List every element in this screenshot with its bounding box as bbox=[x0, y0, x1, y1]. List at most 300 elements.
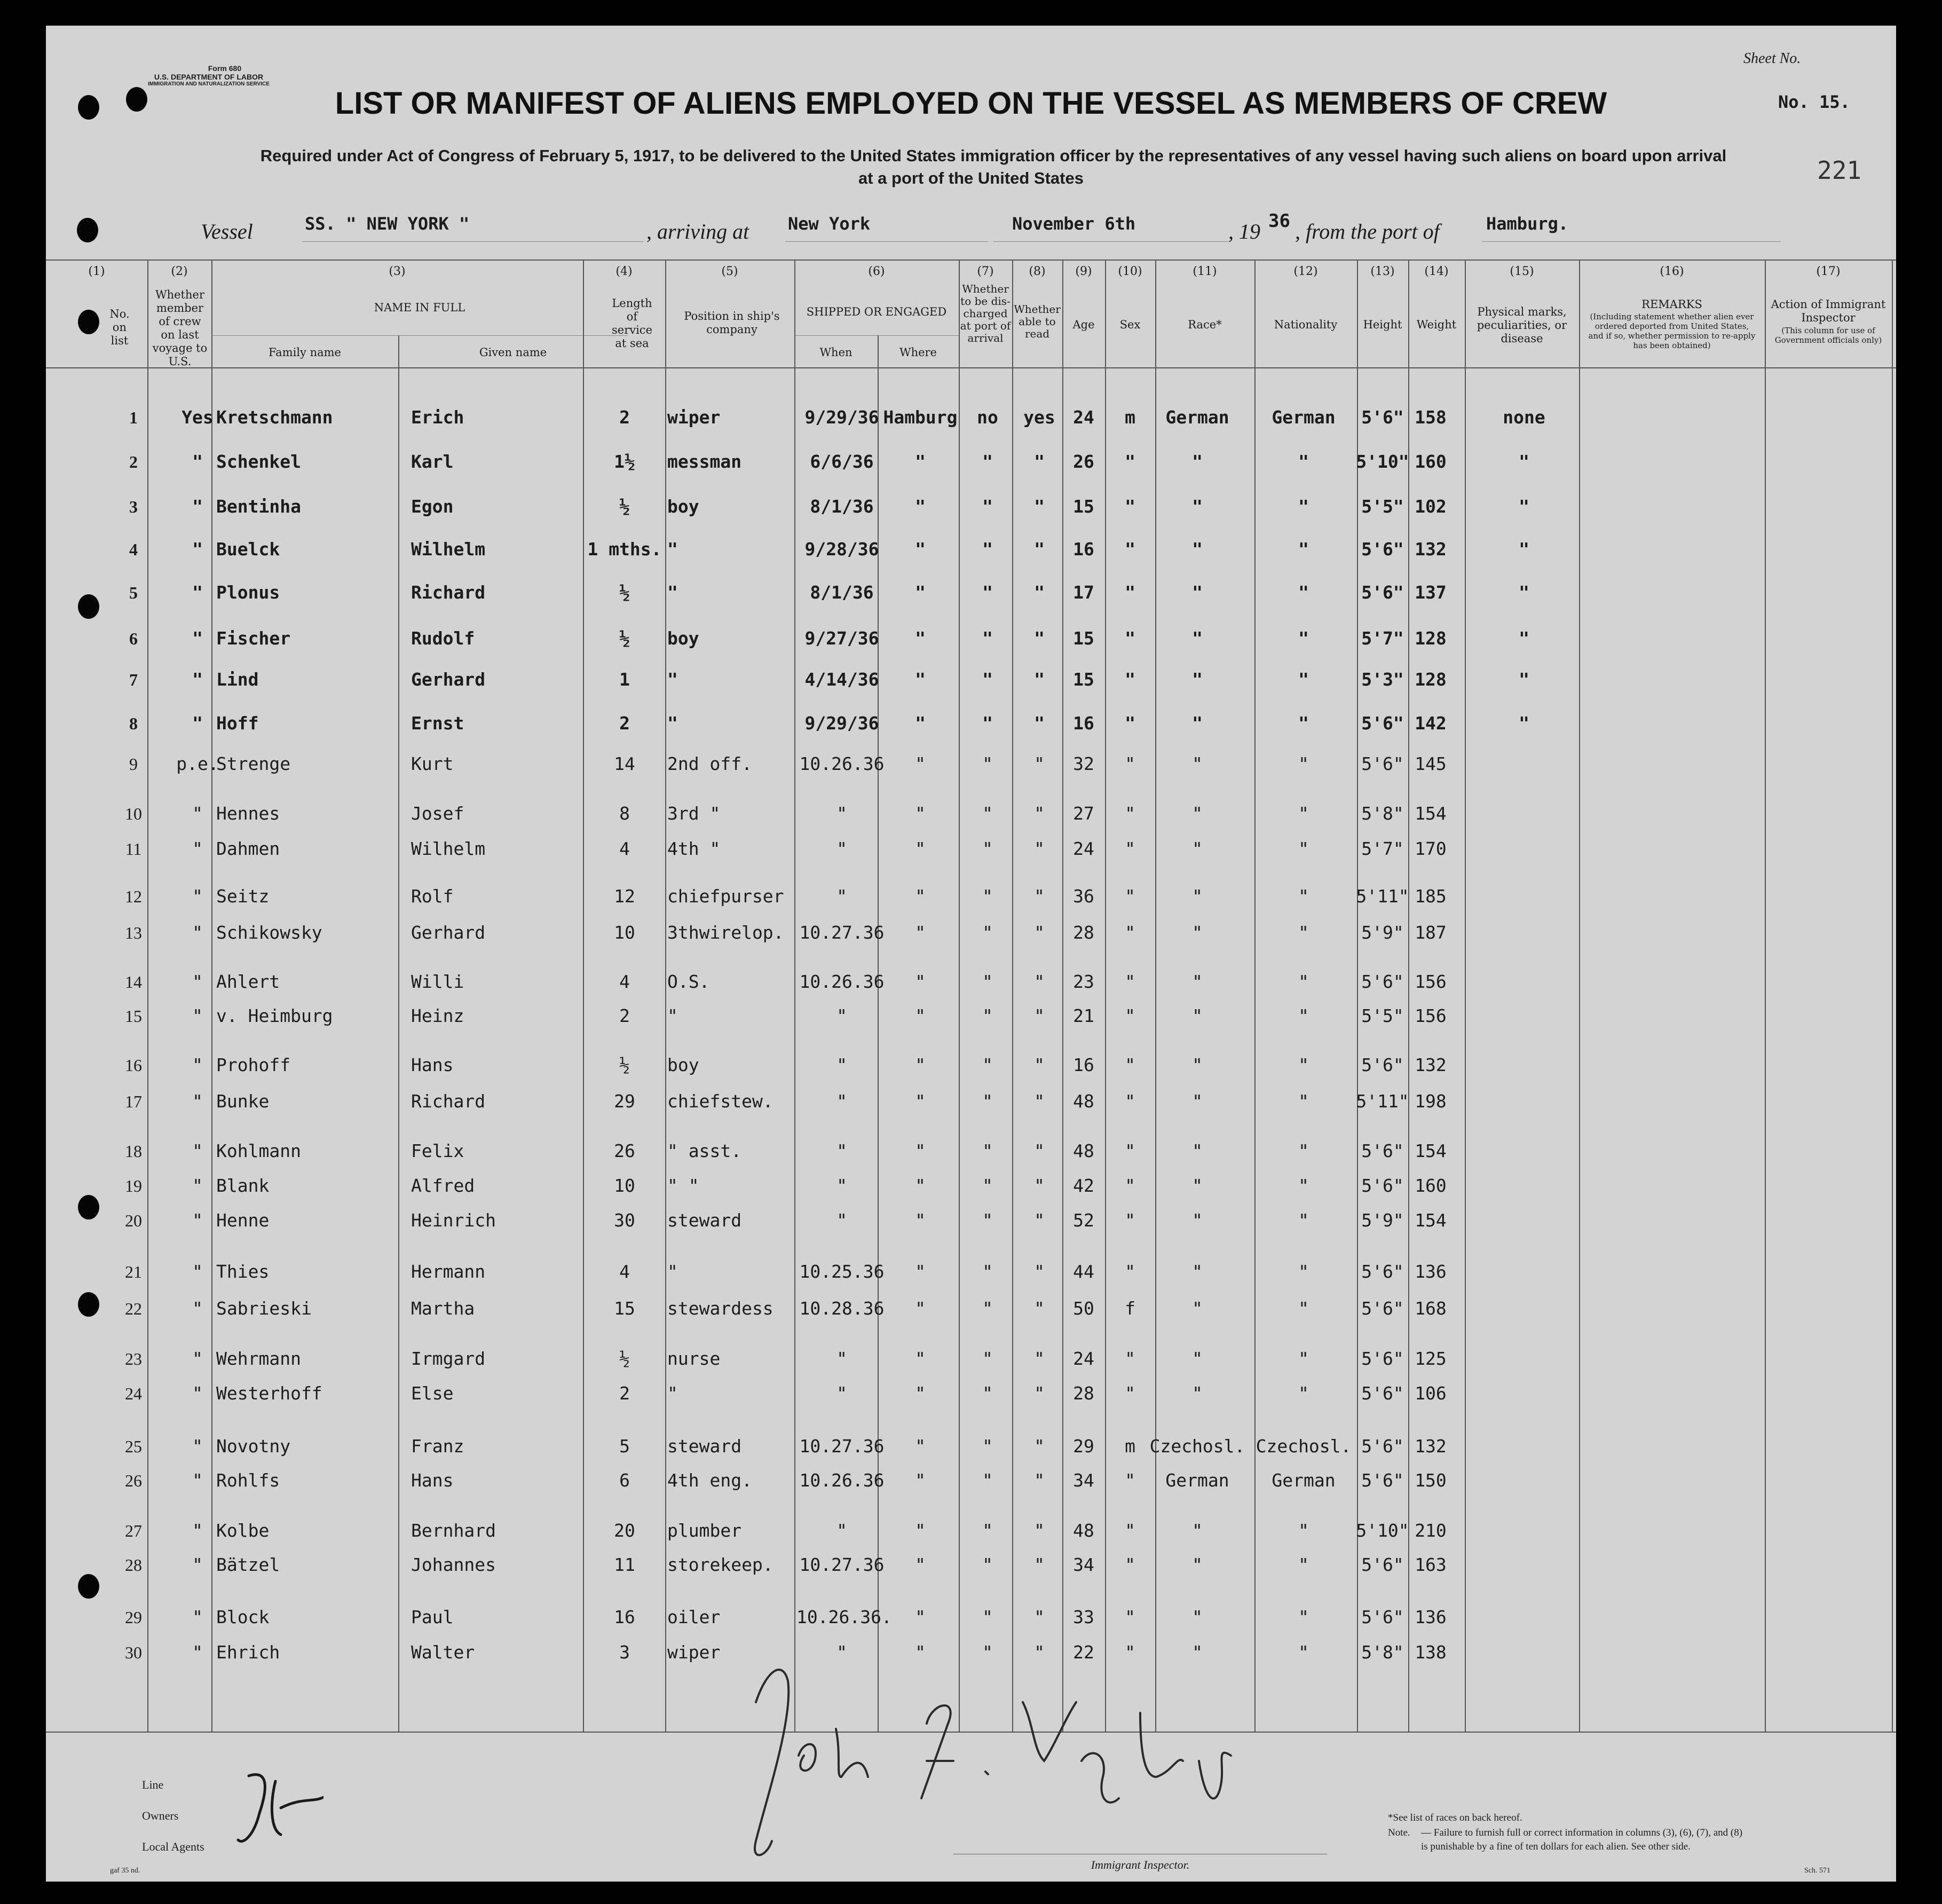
cell-where: " bbox=[915, 1642, 926, 1663]
table-row bbox=[46, 831, 1896, 867]
cell-weight: 136 bbox=[1415, 1607, 1447, 1627]
cell-when: 10.28.36 bbox=[799, 1298, 885, 1319]
cell-when: 10.26.36. bbox=[796, 1607, 892, 1627]
header-given-name: Given name bbox=[479, 346, 547, 359]
cell-sex: m bbox=[1125, 1436, 1135, 1457]
cell-prev-voyage: " bbox=[192, 1298, 203, 1319]
cell-given-name: Gerhard bbox=[411, 922, 486, 943]
cell-given-name: Egon bbox=[411, 496, 454, 517]
cell-prev-voyage: " bbox=[192, 1520, 203, 1541]
cell-when: 10.26.36 bbox=[799, 971, 885, 992]
cell-prev-voyage: " bbox=[192, 496, 203, 517]
cell-height: 5'10" bbox=[1356, 451, 1409, 472]
cell-race: " bbox=[1192, 1520, 1203, 1541]
cell-no: 12 bbox=[125, 887, 142, 906]
cell-nationality: " bbox=[1298, 1298, 1309, 1319]
header-member-last-voyage: Whether member of crew on last voyage to U.S. bbox=[152, 288, 208, 368]
cell-when: " bbox=[836, 1005, 847, 1026]
table-row bbox=[46, 1375, 1896, 1412]
cell-weight: 163 bbox=[1415, 1554, 1447, 1575]
cell-when: " bbox=[836, 838, 847, 859]
cell-where: " bbox=[915, 1383, 926, 1404]
cell-sex: " bbox=[1125, 838, 1135, 859]
cell-sex: " bbox=[1125, 1554, 1135, 1575]
cell-no: 22 bbox=[125, 1299, 142, 1318]
stamp-number: 221 bbox=[1817, 156, 1862, 185]
cell-race: " bbox=[1192, 539, 1203, 560]
cell-age: 16 bbox=[1073, 539, 1094, 560]
vessel-name: SS. " NEW YORK " bbox=[305, 214, 470, 234]
cell-no: 27 bbox=[125, 1521, 142, 1540]
cell-prev-voyage: " bbox=[192, 1554, 203, 1575]
cell-physical-marks: " bbox=[1519, 451, 1529, 472]
cell-weight: 156 bbox=[1415, 971, 1447, 992]
cell-physical-marks bbox=[1468, 1634, 1580, 1671]
cell-weight: 102 bbox=[1415, 496, 1447, 517]
cell-height: 5'6" bbox=[1361, 1175, 1404, 1196]
cell-no: 3 bbox=[129, 497, 138, 516]
cell-able-read: " bbox=[1034, 1261, 1045, 1282]
cell-where: " bbox=[915, 539, 926, 560]
cell-age: 15 bbox=[1073, 496, 1094, 517]
cell-weight: 158 bbox=[1415, 407, 1447, 428]
cell-given-name: Irmgard bbox=[411, 1348, 486, 1369]
header-able-read: Whether able to read bbox=[1014, 303, 1061, 340]
table-row bbox=[46, 998, 1896, 1034]
col-num: (17) bbox=[1816, 265, 1841, 278]
cell-no: 19 bbox=[125, 1176, 142, 1195]
cell-age: 24 bbox=[1073, 1348, 1094, 1369]
cell-position: steward bbox=[667, 1436, 742, 1457]
cell-physical-marks bbox=[1468, 1341, 1580, 1377]
cell-weight: 156 bbox=[1415, 1005, 1447, 1026]
cell-age: 27 bbox=[1073, 803, 1094, 824]
cell-service: 2 bbox=[619, 1005, 630, 1026]
cell-prev-voyage: " bbox=[192, 628, 203, 649]
cell-prev-voyage: Yes bbox=[181, 407, 214, 428]
cell-age: 23 bbox=[1073, 971, 1094, 992]
cell-nationality: " bbox=[1298, 582, 1309, 603]
cell-height: 5'6" bbox=[1361, 1470, 1404, 1491]
cell-family-name: Fischer bbox=[216, 628, 291, 649]
cell-where: " bbox=[915, 803, 926, 824]
cell-able-read: " bbox=[1034, 1436, 1045, 1457]
cell-nationality: " bbox=[1298, 1520, 1309, 1541]
footer-note-2: is punishable by a fine of ten dollars for each alien. See other side. bbox=[1421, 1841, 1691, 1852]
cell-race: " bbox=[1192, 496, 1203, 517]
cell-position: " bbox=[667, 539, 678, 560]
cell-given-name: Bernhard bbox=[411, 1520, 496, 1541]
arrival-date: November 6th bbox=[1012, 214, 1136, 234]
cell-when: 10.27.36 bbox=[799, 1436, 885, 1457]
header-family-name: Family name bbox=[269, 346, 341, 359]
cell-family-name: Wehrmann bbox=[216, 1348, 301, 1369]
cell-service: 20 bbox=[614, 1520, 635, 1541]
cell-physical-marks bbox=[1468, 746, 1580, 782]
footer-agents-label: Local Agents bbox=[142, 1840, 204, 1853]
cell-weight: 132 bbox=[1415, 1436, 1447, 1457]
cell-when: " bbox=[836, 886, 847, 907]
cell-nationality: " bbox=[1298, 922, 1309, 943]
cell-given-name: Ernst bbox=[411, 713, 464, 734]
cell-sex: " bbox=[1125, 451, 1135, 472]
cell-family-name: Hoff bbox=[216, 713, 259, 734]
cell-sex: " bbox=[1125, 1520, 1135, 1541]
cell-race: " bbox=[1192, 1383, 1203, 1404]
cell-position: " bbox=[667, 582, 678, 603]
cell-able-read: " bbox=[1034, 582, 1045, 603]
table-row bbox=[46, 1133, 1896, 1169]
table-row bbox=[46, 399, 1896, 436]
cell-service: 8 bbox=[619, 803, 630, 824]
cell-sex: " bbox=[1125, 922, 1135, 943]
cell-prev-voyage: " bbox=[192, 1175, 203, 1196]
cell-prev-voyage: " bbox=[192, 1383, 203, 1404]
cell-age: 44 bbox=[1073, 1261, 1094, 1282]
cell-discharged: " bbox=[982, 1470, 993, 1491]
cell-weight: 128 bbox=[1415, 669, 1447, 690]
sheet-label: Sheet No. bbox=[1743, 50, 1801, 67]
cell-family-name: Prohoff bbox=[216, 1055, 291, 1075]
cell-nationality: " bbox=[1298, 1175, 1309, 1196]
cell-family-name: Blank bbox=[216, 1175, 270, 1196]
footer-owners-label: Owners bbox=[142, 1809, 179, 1822]
cell-given-name: Richard bbox=[411, 582, 486, 603]
cell-weight: 145 bbox=[1415, 753, 1447, 774]
cell-discharged: " bbox=[982, 1642, 993, 1663]
cell-discharged: " bbox=[982, 1520, 993, 1541]
cell-nationality: " bbox=[1298, 838, 1309, 859]
cell-discharged: " bbox=[982, 886, 993, 907]
cell-age: 29 bbox=[1073, 1436, 1094, 1457]
cell-no: 8 bbox=[129, 714, 138, 733]
table-row bbox=[46, 1599, 1896, 1635]
subtitle-line-1: Required under Act of Congress of February 5, 1917, to be delivered to the United States immigration officer by the representatives of any vessel having such aliens on board upon arrival bbox=[260, 146, 1727, 165]
cell-race: Czechosl. bbox=[1149, 1436, 1245, 1457]
cell-discharged: " bbox=[982, 628, 993, 649]
cell-weight: 154 bbox=[1415, 803, 1447, 824]
cell-when: 9/28/36 bbox=[804, 539, 879, 560]
cell-when: " bbox=[836, 1210, 847, 1231]
cell-position: 4th " bbox=[667, 838, 721, 859]
header-age: Age bbox=[1072, 318, 1095, 331]
cell-position: 3thwirelop. bbox=[667, 922, 784, 943]
header-race: Race* bbox=[1188, 318, 1222, 331]
cell-height: 5'6" bbox=[1361, 1383, 1404, 1404]
cell-age: 42 bbox=[1073, 1175, 1094, 1196]
cell-prev-voyage: " bbox=[192, 713, 203, 734]
cell-nationality: German bbox=[1272, 407, 1336, 428]
cell-race: " bbox=[1192, 628, 1203, 649]
cell-height: 5'6" bbox=[1361, 582, 1404, 603]
form-number: Form 680 bbox=[208, 64, 242, 73]
cell-when: 10.25.36 bbox=[799, 1261, 885, 1282]
col-num: (9) bbox=[1075, 265, 1092, 278]
table-row bbox=[46, 1254, 1896, 1290]
cell-position: oiler bbox=[667, 1607, 721, 1627]
cell-given-name: Walter bbox=[411, 1642, 475, 1663]
cell-physical-marks: " bbox=[1519, 582, 1529, 603]
cell-discharged: " bbox=[982, 1140, 993, 1161]
cell-able-read: " bbox=[1034, 1642, 1045, 1663]
cell-prev-voyage: " bbox=[192, 1005, 203, 1026]
cell-height: 5'6" bbox=[1361, 1298, 1404, 1319]
cell-weight: 160 bbox=[1415, 451, 1447, 472]
cell-position: wiper bbox=[667, 407, 721, 428]
cell-service: 11 bbox=[614, 1554, 635, 1575]
from-label: , from the port of bbox=[1295, 219, 1440, 243]
table-row bbox=[46, 1462, 1896, 1499]
cell-able-read: " bbox=[1034, 496, 1045, 517]
cell-height: 5'6" bbox=[1361, 1055, 1404, 1075]
cell-physical-marks bbox=[1468, 1291, 1580, 1327]
cell-able-read: " bbox=[1034, 1520, 1045, 1541]
cell-sex: " bbox=[1125, 539, 1135, 560]
cell-weight: 210 bbox=[1415, 1520, 1447, 1541]
cell-given-name: Johannes bbox=[411, 1554, 496, 1575]
footer-line-label: Line bbox=[142, 1778, 164, 1791]
footer-note-1: — Failure to furnish full or correct information in columns (3), (6), (7), and (8) bbox=[1421, 1827, 1743, 1838]
cell-height: 5'5" bbox=[1361, 496, 1404, 517]
cell-family-name: Hennes bbox=[216, 803, 280, 824]
cell-physical-marks bbox=[1468, 1599, 1580, 1635]
cell-service: ½ bbox=[619, 1055, 630, 1075]
cell-discharged: " bbox=[982, 1383, 993, 1404]
cell-where: " bbox=[915, 1470, 926, 1491]
col-num: (1) bbox=[88, 265, 105, 278]
cell-height: 5'9" bbox=[1361, 1210, 1404, 1231]
cell-position: 3rd " bbox=[667, 803, 721, 824]
cell-sex: " bbox=[1125, 628, 1135, 649]
cell-no: 13 bbox=[125, 923, 142, 942]
cell-height: 5'6" bbox=[1361, 971, 1404, 992]
cell-physical-marks bbox=[1468, 1168, 1580, 1204]
cell-race: " bbox=[1192, 886, 1203, 907]
cell-sex: " bbox=[1125, 1140, 1135, 1161]
cell-position: messman bbox=[667, 451, 742, 472]
cell-service: 1½ bbox=[614, 451, 635, 472]
table-row bbox=[46, 915, 1896, 951]
cell-age: 15 bbox=[1073, 669, 1094, 690]
cell-discharged: " bbox=[982, 451, 993, 472]
col-num: (5) bbox=[721, 265, 738, 278]
cell-age: 24 bbox=[1073, 407, 1094, 428]
col-num: (10) bbox=[1118, 265, 1142, 278]
cell-where: " bbox=[915, 838, 926, 859]
cell-service: ½ bbox=[619, 582, 630, 603]
cell-discharged: " bbox=[982, 1261, 993, 1282]
cell-given-name: Wilhelm bbox=[411, 838, 486, 859]
cell-discharged: " bbox=[982, 753, 993, 774]
cell-height: 5'8" bbox=[1361, 803, 1404, 824]
cell-physical-marks bbox=[1468, 1083, 1580, 1120]
cell-prev-voyage: " bbox=[192, 803, 203, 824]
cell-height: 5'6" bbox=[1361, 407, 1404, 428]
cell-no: 23 bbox=[125, 1349, 142, 1368]
cell-physical-marks: " bbox=[1519, 496, 1529, 517]
cell-able-read: " bbox=[1034, 1175, 1045, 1196]
cell-race: " bbox=[1192, 669, 1203, 690]
col-num: (6) bbox=[868, 265, 885, 278]
cell-weight: 160 bbox=[1415, 1175, 1447, 1196]
inspector-signature bbox=[735, 1638, 1247, 1873]
cell-position: steward bbox=[667, 1210, 742, 1231]
cell-able-read: " bbox=[1034, 1140, 1045, 1161]
cell-race: German bbox=[1165, 1470, 1229, 1491]
table-row bbox=[46, 444, 1896, 480]
cell-able-read: " bbox=[1034, 669, 1045, 690]
cell-able-read: " bbox=[1034, 1091, 1045, 1112]
cell-when: " bbox=[836, 1091, 847, 1112]
cell-where: " bbox=[915, 753, 926, 774]
col-num: (15) bbox=[1510, 265, 1534, 278]
cell-no: 14 bbox=[125, 972, 142, 992]
cell-when: 9/27/36 bbox=[804, 628, 879, 649]
cell-position: " bbox=[667, 669, 678, 690]
footer-schedule: Sch. 571 bbox=[1804, 1867, 1830, 1875]
cell-weight: 168 bbox=[1415, 1298, 1447, 1319]
cell-prev-voyage: " bbox=[192, 1607, 203, 1627]
cell-given-name: Erich bbox=[411, 407, 464, 428]
cell-no: 18 bbox=[125, 1142, 142, 1161]
cell-discharged: no bbox=[977, 407, 998, 428]
cell-when: 10.27.36 bbox=[799, 922, 885, 943]
footer-race-note: *See list of races on back hereof. bbox=[1388, 1812, 1522, 1823]
table-row bbox=[46, 1547, 1896, 1583]
cell-nationality: " bbox=[1298, 1607, 1309, 1627]
cell-given-name: Karl bbox=[411, 451, 454, 472]
cell-race: " bbox=[1192, 1261, 1203, 1282]
cell-nationality: " bbox=[1298, 628, 1309, 649]
cell-sex: " bbox=[1125, 971, 1135, 992]
cell-given-name: Else bbox=[411, 1383, 454, 1404]
cell-service: 12 bbox=[614, 886, 635, 907]
cell-race: " bbox=[1192, 1140, 1203, 1161]
cell-when: " bbox=[836, 1642, 847, 1663]
cell-no: 20 bbox=[125, 1211, 142, 1230]
cell-race: " bbox=[1192, 1210, 1203, 1231]
cell-where: " bbox=[915, 1055, 926, 1075]
subtitle-line-2: at a port of the United States bbox=[858, 169, 1084, 187]
cell-nationality: " bbox=[1298, 803, 1309, 824]
cell-sex: " bbox=[1125, 1470, 1135, 1491]
cell-prev-voyage: " bbox=[192, 886, 203, 907]
cell-prev-voyage: " bbox=[192, 539, 203, 560]
header-remarks: REMARKS bbox=[1641, 298, 1702, 311]
cell-race: " bbox=[1192, 1055, 1203, 1075]
cell-position: storekeep. bbox=[667, 1554, 773, 1575]
cell-nationality: " bbox=[1298, 713, 1309, 734]
cell-where: " bbox=[915, 582, 926, 603]
cell-given-name: Gerhard bbox=[411, 669, 486, 690]
cell-when: 10.26.36 bbox=[799, 753, 885, 774]
cell-able-read: " bbox=[1034, 1005, 1045, 1026]
cell-prev-voyage: " bbox=[192, 1140, 203, 1161]
cell-weight: 154 bbox=[1415, 1140, 1447, 1161]
cell-age: 21 bbox=[1073, 1005, 1094, 1026]
arrival-year: 36 bbox=[1268, 210, 1290, 232]
cell-age: 50 bbox=[1073, 1298, 1094, 1319]
cell-given-name: Paul bbox=[411, 1607, 454, 1627]
cell-sex: " bbox=[1125, 753, 1135, 774]
cell-weight: 136 bbox=[1415, 1261, 1447, 1282]
cell-height: 5'11" bbox=[1356, 886, 1409, 907]
vessel-label: Vessel bbox=[201, 219, 253, 243]
cell-nationality: " bbox=[1298, 1210, 1309, 1231]
cell-when: 4/14/36 bbox=[804, 669, 879, 690]
cell-service: 5 bbox=[619, 1436, 630, 1457]
cell-prev-voyage: " bbox=[192, 1210, 203, 1231]
cell-given-name: Wilhelm bbox=[411, 539, 486, 560]
cell-race: " bbox=[1192, 803, 1203, 824]
cell-family-name: Ehrich bbox=[216, 1642, 280, 1663]
cell-given-name: Hermann bbox=[411, 1261, 486, 1282]
departure-port: Hamburg. bbox=[1486, 214, 1569, 234]
cell-nationality: " bbox=[1298, 1554, 1309, 1575]
cell-when: " bbox=[836, 803, 847, 824]
col-num: (14) bbox=[1424, 265, 1449, 278]
cell-sex: " bbox=[1125, 1005, 1135, 1026]
cell-race: " bbox=[1192, 922, 1203, 943]
cell-discharged: " bbox=[982, 1091, 993, 1112]
cell-nationality: German bbox=[1272, 1470, 1336, 1491]
cell-position: nurse bbox=[667, 1348, 721, 1369]
table-row bbox=[46, 1291, 1896, 1327]
department: U.S. DEPARTMENT OF LABOR bbox=[154, 73, 264, 81]
cell-when: 6/6/36 bbox=[810, 451, 874, 472]
cell-family-name: Block bbox=[216, 1607, 270, 1627]
cell-weight: 142 bbox=[1415, 713, 1447, 734]
cell-able-read: " bbox=[1034, 1607, 1045, 1627]
cell-discharged: " bbox=[982, 1005, 993, 1026]
cell-physical-marks bbox=[1468, 1202, 1580, 1239]
cell-family-name: Bunke bbox=[216, 1091, 270, 1112]
cell-weight: 154 bbox=[1415, 1210, 1447, 1231]
cell-where: " bbox=[915, 1520, 926, 1541]
cell-where: " bbox=[915, 922, 926, 943]
col-num: (12) bbox=[1293, 265, 1318, 278]
cell-age: 48 bbox=[1073, 1091, 1094, 1112]
cell-service: 2 bbox=[619, 1383, 630, 1404]
cell-no: 11 bbox=[125, 839, 142, 859]
cell-sex: " bbox=[1125, 1210, 1135, 1231]
cell-weight: 185 bbox=[1415, 886, 1447, 907]
cell-discharged: " bbox=[982, 539, 993, 560]
cell-height: 5'6" bbox=[1361, 713, 1404, 734]
cell-sex: " bbox=[1125, 1642, 1135, 1663]
cell-physical-marks: " bbox=[1519, 539, 1529, 560]
cell-age: 48 bbox=[1073, 1140, 1094, 1161]
cell-where: " bbox=[915, 1298, 926, 1319]
cell-physical-marks bbox=[1468, 1547, 1580, 1583]
cell-height: 5'6" bbox=[1361, 1261, 1404, 1282]
cell-family-name: Lind bbox=[216, 669, 259, 690]
cell-service: 4 bbox=[619, 838, 630, 859]
table-row bbox=[46, 1513, 1896, 1549]
cell-service: 15 bbox=[614, 1298, 635, 1319]
cell-when: 8/1/36 bbox=[810, 582, 874, 603]
cell-family-name: v. Heimburg bbox=[216, 1005, 333, 1026]
cell-family-name: Bätzel bbox=[216, 1554, 280, 1575]
cell-age: 28 bbox=[1073, 1383, 1094, 1404]
cell-no: 16 bbox=[125, 1056, 142, 1075]
cell-nationality: " bbox=[1298, 1005, 1309, 1026]
cell-given-name: Hans bbox=[411, 1055, 454, 1075]
header-shipped: SHIPPED OR ENGAGED bbox=[806, 305, 947, 318]
cell-height: 5'9" bbox=[1361, 922, 1404, 943]
cell-nationality: " bbox=[1298, 1055, 1309, 1075]
cell-physical-marks bbox=[1468, 964, 1580, 1000]
